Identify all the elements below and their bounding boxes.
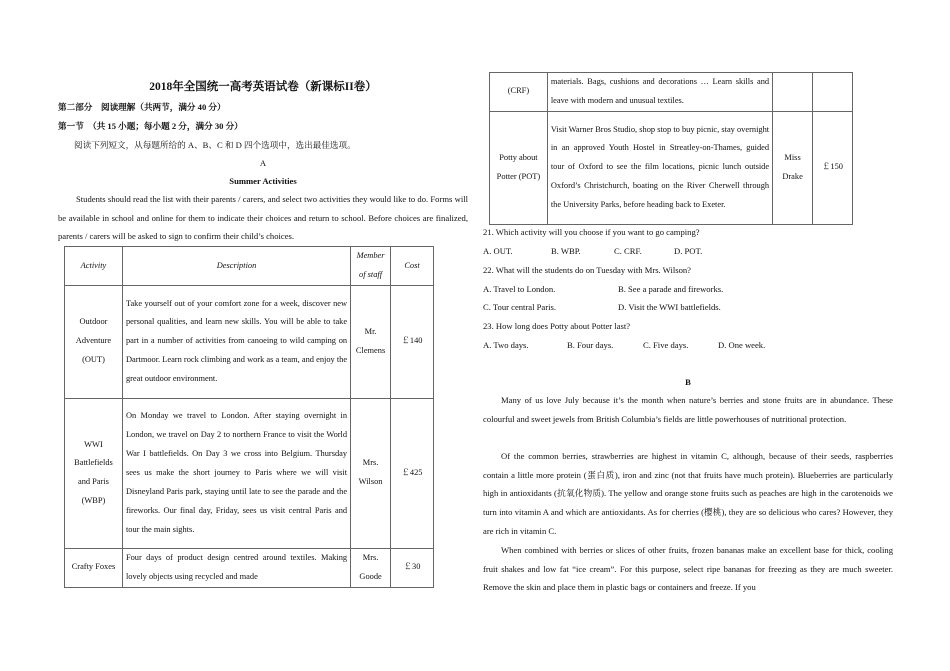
option-c[interactable]: C. Five days.: [643, 340, 689, 350]
passage-b-paragraph: Many of us love July because it’s the month when nature’s berries and stone fruits are in abundance. These colourful and sweet jewels from British Columbia’s fields are little powerhouses of nutritional protection.: [483, 395, 893, 424]
row-staff: Miss Drake: [773, 111, 813, 224]
option-d[interactable]: D. POT.: [674, 246, 703, 256]
question-stem: 22. What will the students do on Tuesday with Mrs. Wilson?: [483, 265, 691, 275]
table-row: [490, 111, 853, 224]
row-cost: [813, 73, 853, 112]
table-header-row: [65, 247, 434, 286]
part-heading: 第二部分 阅读理解（共两节，满分 40 分）: [58, 102, 226, 112]
passage-a-heading: Summer Activities: [229, 176, 297, 186]
row-cost: ￡150: [813, 111, 853, 224]
option-b[interactable]: B. Four days.: [567, 340, 614, 350]
row-activity: WWI Battlefields and Paris (WBP): [65, 398, 123, 548]
option-d[interactable]: D. One week.: [718, 340, 766, 350]
header-staff: Member of staff: [351, 247, 391, 286]
activities-table-continued: [489, 72, 853, 225]
table-row: [490, 73, 853, 112]
passage-a-intro: Students should read the list with their parents / carers, and select two activities they would like to do. Forms will be available in school and online for them to indicate their choices and return to school. Before choices are finalized, parents / carers will be asked to sign to confirm their child’s choices.: [58, 194, 468, 242]
row-staff: Mrs. Wilson: [351, 398, 391, 548]
passage-a-letter: A: [259, 158, 267, 168]
option-a[interactable]: A. OUT.: [483, 246, 513, 256]
option-a[interactable]: A. Two days.: [483, 340, 529, 350]
row-staff: [773, 73, 813, 112]
row-cost: ￡30: [391, 548, 434, 587]
option-a[interactable]: A. Travel to London.: [483, 284, 556, 294]
header-activity: Activity: [65, 247, 123, 286]
passage-b-paragraph: Of the common berries, strawberries are highest in vitamin C, although, because of their seeds, raspberries contain a little more protein (蛋白质), iron and zinc (not that fruits have much protein). Blueberries are particularly high in antioxidants (抗氧化物质). The yellow and orange stone fruits such as peaches are high in the carotenoids we turn into vitamin A and which are antioxidants. As for cherries (樱桃), they are so delicious who cares? However, they are rich in vitamin C.: [483, 451, 893, 536]
row-staff: Mr. Clemens: [351, 285, 391, 398]
row-description: Four days of product design centred around textiles. Making lovely objects using recycled and made: [122, 548, 350, 587]
section-heading: 第一节 （共 15 小题；每小题 2 分，满分 30 分）: [58, 121, 243, 131]
option-d[interactable]: D. Visit the WWI battlefields.: [618, 302, 721, 312]
row-activity: (CRF): [490, 73, 548, 112]
row-activity: Potty about Potter (POT): [490, 111, 548, 224]
row-description: Visit Warner Bros Studio, shop stop to buy picnic, stay overnight in an approved Youth Hostel in Streatley-on-Thames, guided tour of Oxford to see the film locations, picnic lunch outside Oxford’s Christchurch, boating on the River Cherwell through the University Parks, before heading back to Exeter.: [547, 111, 772, 224]
header-description: Description: [122, 247, 350, 286]
row-cost: ￡425: [391, 398, 434, 548]
passage-b-paragraph: When combined with berries or slices of other fruits, frozen bananas make an excellent base for thick, cooling fruit shakes and low fat “ice cream”. For this purpose, select ripe bananas for freezing as they are much sweeter. Remove the skin and place them in plastic bags or containers and freeze. If you: [483, 545, 893, 593]
page-title: 2018年全国统一高考英语试卷（新课标II卷）: [149, 81, 377, 93]
passage-b-letter: B: [685, 377, 691, 387]
row-cost: ￡140: [391, 285, 434, 398]
row-description: materials. Bags, cushions and decorations … Learn skills and leave with modern and unusual textiles.: [547, 73, 772, 112]
row-description: Take yourself out of your comfort zone for a week, discover new personal qualities, and learn new skills. You will be able to take part in a number of activities from canoeing to wild camping on Dartmoor. Learn rock climbing and work as a team, and enjoy the great outdoor environment.: [122, 285, 350, 398]
header-cost: Cost: [391, 247, 434, 286]
row-activity: Crafty Foxes: [65, 548, 123, 587]
question-stem: 21. Which activity will you choose if you want to go camping?: [483, 227, 700, 237]
row-activity: Outdoor Adventure (OUT): [65, 285, 123, 398]
option-b[interactable]: B. See a parade and fireworks.: [618, 284, 724, 294]
table-row: [65, 398, 434, 548]
option-b[interactable]: B. WBP.: [551, 246, 581, 256]
option-c[interactable]: C. CRF.: [614, 246, 642, 256]
option-c[interactable]: C. Tour central Paris.: [483, 302, 556, 312]
question-stem: 23. How long does Potty about Potter last?: [483, 321, 631, 331]
row-staff: Mrs. Goode: [351, 548, 391, 587]
activities-table: [64, 246, 434, 588]
table-row: [65, 548, 434, 587]
table-row: [65, 285, 434, 398]
row-description: On Monday we travel to London. After staying overnight in London, we travel on Day 2 to northern France to visit the World War I battlefields. On Day 3 we cross into Belgium. Thursday sees us make the short journey to Paris where we will visit Disneyland Paris park, staying until late to see the parade and the fireworks. Our final day, Friday, sees us visit central Paris and tour the main sights.: [122, 398, 350, 548]
instruction: 阅读下列短文，从每题所给的 A、B、C 和 D 四个选项中，选出最佳选项。: [74, 140, 356, 150]
